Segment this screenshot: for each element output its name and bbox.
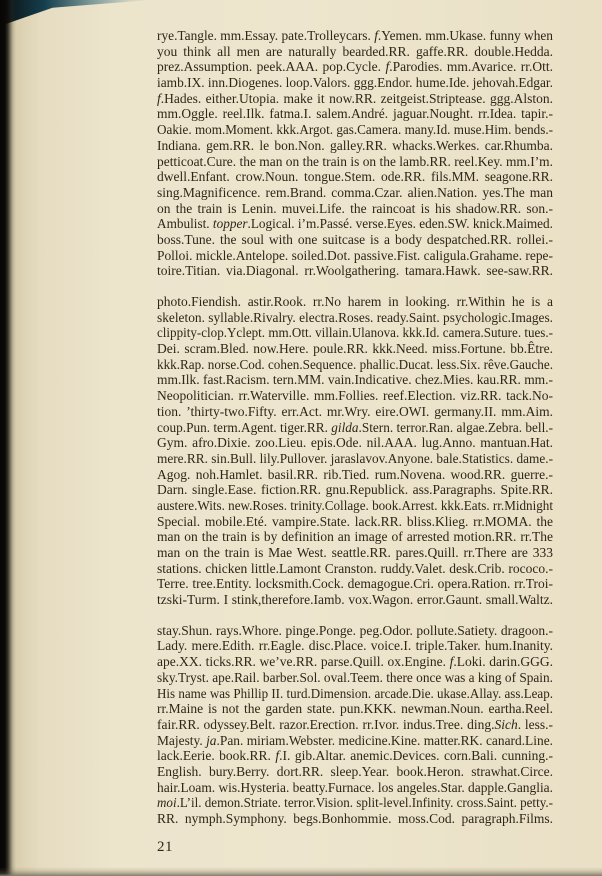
text-line: Neopolitician. rr.Waterville. mm.Follies. reef.Election. viz.RR. tack.No-: [157, 388, 553, 404]
text-line: sky.Tryst. ape.Rail. barber.Sol. oval.Teem. there once was a king of Spain.: [157, 669, 553, 685]
text-line: f.Hades. either.Utopia. make it now.RR. zeitgeist.Striptease. ggg.Alston.: [157, 90, 553, 106]
text-line: austere.Wits. new.Roses. trinity.Collage. book.Arrest. kkk.Eats. rr.Midnight: [157, 497, 553, 513]
text-line: His name was Phillip II. turd.Dimension. arcade.Die. ukase.Allay. ass.Leap.: [157, 685, 553, 701]
text-line: Agog. noh.Hamlet. basil.RR. rib.Tied. rum.Novena. wood.RR. guerre.-: [157, 466, 553, 482]
text-line: rye.Tangle. mm.Essay. pate.Trolleycars. f.Yemen. mm.Ukase. funny when: [157, 28, 553, 43]
text-line: you think all men are naturally bearded.RR. gaffe.RR. double.Hedda.: [157, 43, 553, 59]
scan-edge-left: [0, 0, 16, 876]
text-line: English. bury.Berry. dort.RR. sleep.Year. book.Heron. strawhat.Circe.: [157, 763, 553, 779]
text-line: on the train is Lenin. muvei.Life. the raincoat is his shadow.RR. son.-: [157, 200, 553, 216]
text-line: Ambulist. topper.Logical. i’m.Passé. verse.Eyes. eden.SW. knick.Maimed.: [157, 216, 553, 232]
text-line: Lady. mere.Edith. rr.Eagle. disc.Place. voice.I. triple.Taker. hum.Inanity.: [157, 638, 553, 654]
text-line: toire.Titian. via.Diagonal. rr.Woolgathering. tamara.Hawk. see-saw.RR.: [157, 263, 553, 279]
scan-edge-top-left: [0, 0, 150, 26]
text-line: lack.Eerie. book.RR. f.I. gib.Altar. anemic.Devices. corn.Bali. cunning.-: [157, 748, 553, 764]
text-line: photo.Fiendish. astir.Rook. rr.No harem in looking. rr.Within he is a: [157, 294, 553, 309]
text-line: moi.L’il. demon.Striate. terror.Vision. split-level.Infinity. cross.Saint. petty.-: [157, 795, 553, 811]
text-line: fair.RR. odyssey.Belt. razor.Erection. rr.Ivor. indus.Tree. ding.Sich. less.-: [157, 716, 553, 732]
text-line: tzski-Turm. I stink,therefore.Iamb. vox.Wagon. error.Gaunt. small.Waltz.: [157, 592, 553, 608]
page-number: 21: [157, 839, 173, 855]
text-line: man on the train is Mae West. seattle.RR. pares.Quill. rr.There are 333: [157, 545, 553, 560]
text-line: Terre. tree.Entity. locksmith.Cock. demagogue.Cri. opera.Ration. rr.Troi-: [157, 576, 553, 592]
text-line: rr.Maine is not the garden state. pun.KKK. newman.Noun. eartha.Reel.: [157, 701, 553, 717]
text-line: clippity-clop.Yclept. mm.Ott. villain.Ulanova. kkk.Id. camera.Suture. tues.-: [157, 325, 553, 341]
text-line: coup.Pun. term.Agent. tiger.RR. gilda.Stern. terror.Ran. algae.Zebra. bell.-: [157, 419, 553, 435]
text-line: Indiana. gem.RR. le bon.Non. galley.RR. whacks.Werkes. car.Rhumba.: [157, 137, 553, 153]
text-line: skeleton. syllable.Rivalry. electra.Roses. ready.Saint. psychologic.Images.: [157, 309, 553, 325]
text-line: iamb.IX. inn.Diogenes. loop.Valors. ggg.Endor. hume.Ide. jehovah.Edgar.: [157, 75, 553, 91]
text-line: hair.Loam. wis.Hysteria. beatty.Furnace. los angeles.Star. dapple.Ganglia.: [157, 779, 553, 795]
text-line: Gym. afro.Dixie. zoo.Lieu. epis.Ode. nil.AAA. lug.Anno. mantuan.Hat.: [157, 435, 553, 451]
text-line: Oakie. mom.Moment. kkk.Argot. gas.Camera. many.Id. muse.Him. bends.-: [157, 122, 553, 138]
text-line: boss.Tune. the soul with one suitcase is a body despatched.RR. rollei.-: [157, 231, 553, 247]
text-line: dwell.Enfant. crow.Noun. tongue.Stem. ode.RR. fils.MM. seagone.RR.: [157, 169, 553, 185]
text-block: [157, 28, 553, 842]
text-line: sing.Magnificence. rem.Brand. comma.Czar. alien.Nation. yes.The man: [157, 184, 553, 200]
text-line: stay.Shun. rays.Whore. pinge.Ponge. peg.Odor. pollute.Satiety. dragoon.-: [157, 622, 553, 638]
paragraph-3: [157, 623, 553, 827]
text-line: Special. mobile.Eté. vampire.State. lack.RR. bliss.Klieg. rr.MOMA. the: [157, 513, 553, 529]
text-line: tion. ’thirty-two.Fifty. err.Act. mr.Wry. eire.OWI. germany.II. mm.Aim.: [157, 403, 553, 419]
text-line: petticoat.Cure. the man on the train is on the lamb.RR. reel.Key. mm.I’m.: [157, 153, 553, 169]
paragraph-2: [157, 294, 553, 608]
text-line: kkk.Rap. norse.Cod. cohen.Sequence. phallic.Ducat. less.Six. rêve.Gauche.: [157, 356, 553, 372]
text-line: mere.RR. sin.Bull. lily.Pullover. jaraslavov.Anyone. bale.Statistics. dame.-: [157, 450, 553, 466]
text-line: Dei. scram.Bled. now.Here. poule.RR. kkk.Need. miss.Fortune. bb.Être.: [157, 341, 553, 357]
text-line: stations. chicken little.Lamont Cranston. ruddy.Valet. desk.Crib. rococo.-: [157, 560, 553, 576]
scan-edge-bottom: [0, 867, 602, 876]
text-line: mm.Oggle. reel.Ilk. fatma.I. salem.André. jaguar.Nought. rr.Idea. tapir.-: [157, 106, 553, 122]
text-line: mm.Ilk. fast.Racism. tern.MM. vain.Indicative. chez.Mies. kau.RR. mm.-: [157, 372, 553, 388]
text-line: Polloi. mickle.Antelope. soiled.Dot. passive.Fist. caligula.Grahame. repe-: [157, 247, 553, 263]
text-line: Darn. single.Ease. fiction.RR. gnu.Republick. ass.Paragraphs. Spite.RR.: [157, 482, 553, 498]
text-line: ape.XX. ticks.RR. we’ve.RR. parse.Quill. ox.Engine. f.Loki. darin.GGG.: [157, 654, 554, 670]
text-line: man on the train is by definition an image of arrested motion.RR. rr.The: [157, 529, 553, 545]
text-line: RR. nymph.Symphony. begs.Bonhommie. moss.Cod. paragraph.Films.: [157, 811, 553, 826]
text-line: Majesty. ja.Pan. miriam.Webster. medicine.Kine. matter.RK. canard.Line.: [157, 732, 553, 748]
text-line: prez.Assumption. peek.AAA. pop.Cycle. f.Parodies. mm.Avarice. rr.Ott.: [157, 59, 553, 75]
paragraph-1: [157, 28, 553, 279]
